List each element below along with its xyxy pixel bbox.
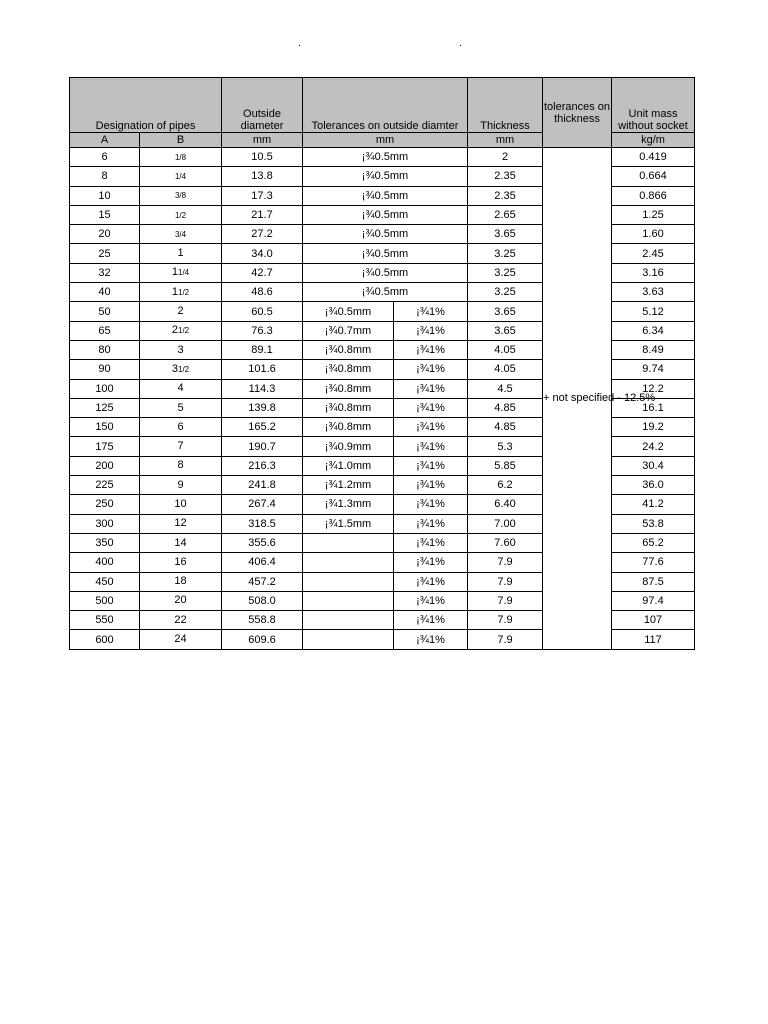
cell-thickness: 2.35 (468, 186, 543, 205)
cell-tolerance-mm: ¡¾1.5mm (303, 514, 394, 533)
cell-b-whole: 5 (177, 401, 184, 414)
cell-tolerance-percent: ¡¾1% (394, 572, 468, 591)
cell-thickness: 7.60 (468, 533, 543, 552)
cell-tolerance-percent: ¡¾1% (394, 553, 468, 572)
cell-thickness: 7.9 (468, 553, 543, 572)
cell-unit-mass: 30.4 (612, 456, 695, 475)
cell-tolerance-mm: ¡¾0.8mm (303, 398, 394, 417)
cell-thickness: 3.65 (468, 225, 543, 244)
cell-thickness: 3.25 (468, 244, 543, 263)
cell-b (140, 398, 222, 417)
table-body (70, 148, 695, 650)
cell-b-whole: 1 (177, 247, 184, 260)
cell-a: 400 (70, 553, 140, 572)
cell-tolerance-percent: ¡¾1% (394, 437, 468, 456)
cell-b (140, 283, 222, 302)
cell-a: 600 (70, 630, 140, 649)
cell-b (140, 533, 222, 552)
cell-tolerance-mm (303, 533, 394, 552)
cell-b-whole: 1 (171, 266, 178, 279)
cell-tolerance-percent: ¡¾1% (394, 418, 468, 437)
cell-tolerance-od: ¡¾0.5mm (303, 167, 468, 186)
cell-thickness: 4.05 (468, 340, 543, 359)
cell-b (140, 360, 222, 379)
cell-b-whole: 8 (177, 459, 184, 472)
cell-b-whole: 12 (174, 517, 187, 530)
cell-b-whole: 22 (174, 613, 187, 626)
cell-thickness: 3.25 (468, 283, 543, 302)
header-designation: Designation of pipes (70, 78, 222, 133)
cell-b-fraction: 1/8 (174, 152, 187, 162)
cell-outside-diameter: 267.4 (222, 495, 303, 514)
cell-b-whole: 2 (177, 305, 184, 318)
cell-tolerance-mm: ¡¾1.2mm (303, 476, 394, 495)
cell-a: 32 (70, 263, 140, 282)
cell-b-whole: 24 (174, 633, 187, 646)
cell-tolerance-percent: ¡¾1% (394, 340, 468, 359)
cell-a: 450 (70, 572, 140, 591)
header-thickness: Thickness (468, 78, 543, 133)
cell-thickness: 2 (468, 148, 543, 167)
cell-a: 80 (70, 340, 140, 359)
cell-unit-mass: 77.6 (612, 553, 695, 572)
cell-unit-mass: 107 (612, 611, 695, 630)
cell-b (140, 379, 222, 398)
header-od-unit: mm (222, 133, 303, 148)
cell-a: 125 (70, 398, 140, 417)
header-mass-unit: kg/m (612, 133, 695, 148)
cell-tolerance-percent: ¡¾1% (394, 456, 468, 475)
cell-tolerance-mm: ¡¾0.7mm (303, 321, 394, 340)
cell-tolerance-mm (303, 572, 394, 591)
cell-outside-diameter: 10.5 (222, 148, 303, 167)
cell-b-whole: 9 (177, 478, 184, 491)
cell-unit-mass: 24.2 (612, 437, 695, 456)
cell-a: 175 (70, 437, 140, 456)
cell-b (140, 167, 222, 186)
cell-unit-mass: 0.419 (612, 148, 695, 167)
cell-thickness: 7.9 (468, 591, 543, 610)
cell-a: 8 (70, 167, 140, 186)
cell-outside-diameter: 139.8 (222, 398, 303, 417)
cell-tolerance-od: ¡¾0.5mm (303, 148, 468, 167)
cell-thickness: 7.00 (468, 514, 543, 533)
cell-b-whole: 18 (174, 575, 187, 588)
cell-b (140, 553, 222, 572)
cell-tolerance-percent: ¡¾1% (394, 302, 468, 321)
cell-unit-mass: 5.12 (612, 302, 695, 321)
cell-unit-mass: 41.2 (612, 495, 695, 514)
cell-b-whole: 4 (177, 382, 184, 395)
cell-tolerance-mm (303, 591, 394, 610)
cell-unit-mass: 19.2 (612, 418, 695, 437)
cell-tolerance-od: ¡¾0.5mm (303, 205, 468, 224)
cell-b (140, 244, 222, 263)
cell-tolerance-mm: ¡¾0.5mm (303, 302, 394, 321)
cell-unit-mass: 1.60 (612, 225, 695, 244)
cell-outside-diameter: 165.2 (222, 418, 303, 437)
cell-outside-diameter: 34.0 (222, 244, 303, 263)
cell-b (140, 456, 222, 475)
cell-tolerance-percent: ¡¾1% (394, 533, 468, 552)
cell-b (140, 321, 222, 340)
cell-unit-mass: 8.49 (612, 340, 695, 359)
cell-b-fraction: 3/8 (174, 191, 187, 201)
cell-unit-mass: 87.5 (612, 572, 695, 591)
cell-outside-diameter: 42.7 (222, 263, 303, 282)
cell-outside-diameter: 60.5 (222, 302, 303, 321)
cell-tolerance-od: ¡¾0.5mm (303, 186, 468, 205)
cell-b (140, 591, 222, 610)
cell-thickness: 4.5 (468, 379, 543, 398)
cell-tolerance-mm: ¡¾0.8mm (303, 340, 394, 359)
cell-b (140, 476, 222, 495)
cell-b (140, 418, 222, 437)
header-tolerance-od: Tolerances on outside diamter (303, 78, 468, 133)
cell-a: 225 (70, 476, 140, 495)
cell-tolerance-mm: ¡¾1.3mm (303, 495, 394, 514)
cell-b-fraction: 1/2 (178, 287, 190, 297)
cell-b-fraction: 1/2 (178, 364, 190, 374)
header-b: B (140, 133, 222, 148)
cell-tolerance-od: ¡¾0.5mm (303, 244, 468, 263)
cell-unit-mass: 97.4 (612, 591, 695, 610)
cell-outside-diameter: 241.8 (222, 476, 303, 495)
cell-tolerance-percent: ¡¾1% (394, 398, 468, 417)
header-unit-mass: Unit mass without socket (612, 78, 695, 133)
cell-b-whole: 1 (171, 285, 178, 298)
cell-b (140, 514, 222, 533)
cell-thickness: 5.85 (468, 456, 543, 475)
cell-b-whole: 3 (171, 362, 178, 375)
cell-b (140, 630, 222, 649)
table-row (70, 148, 695, 167)
cell-tolerance-percent: ¡¾1% (394, 476, 468, 495)
cell-a: 150 (70, 418, 140, 437)
cell-tolerance-mm: ¡¾0.8mm (303, 418, 394, 437)
cell-thickness: 4.85 (468, 418, 543, 437)
cell-a: 90 (70, 360, 140, 379)
cell-unit-mass: 53.8 (612, 514, 695, 533)
cell-a: 200 (70, 456, 140, 475)
cell-thickness: 7.9 (468, 572, 543, 591)
cell-outside-diameter: 114.3 (222, 379, 303, 398)
cell-b-whole: 7 (177, 440, 184, 453)
cell-outside-diameter: 609.6 (222, 630, 303, 649)
cell-a: 300 (70, 514, 140, 533)
cell-b (140, 495, 222, 514)
cell-unit-mass: 6.34 (612, 321, 695, 340)
cell-a: 100 (70, 379, 140, 398)
cell-outside-diameter: 76.3 (222, 321, 303, 340)
header-tol-od-unit: mm (303, 133, 468, 148)
cell-outside-diameter: 508.0 (222, 591, 303, 610)
cell-outside-diameter: 355.6 (222, 533, 303, 552)
cell-b-whole: 10 (174, 497, 187, 510)
cell-b (140, 302, 222, 321)
cell-b-whole: 14 (174, 536, 187, 549)
cell-unit-mass: 65.2 (612, 533, 695, 552)
cell-unit-mass: 9.74 (612, 360, 695, 379)
cell-a: 15 (70, 205, 140, 224)
cell-outside-diameter: 17.3 (222, 186, 303, 205)
cell-a: 10 (70, 186, 140, 205)
cell-outside-diameter: 27.2 (222, 225, 303, 244)
cell-outside-diameter: 558.8 (222, 611, 303, 630)
cell-thickness: 2.35 (468, 167, 543, 186)
cell-b (140, 186, 222, 205)
cell-unit-mass: 117 (612, 630, 695, 649)
cell-outside-diameter: 89.1 (222, 340, 303, 359)
cell-b-fraction: 1/4 (178, 268, 190, 278)
cell-unit-mass: 3.16 (612, 263, 695, 282)
cell-tolerance-od: ¡¾0.5mm (303, 263, 468, 282)
cell-b (140, 148, 222, 167)
header-a: A (70, 133, 140, 148)
cell-b (140, 205, 222, 224)
cell-thickness: 6.2 (468, 476, 543, 495)
header-thickness-unit: mm (468, 133, 543, 148)
cell-thickness: 3.65 (468, 321, 543, 340)
cell-thickness: 2.65 (468, 205, 543, 224)
cell-b-fraction: 1/2 (178, 326, 190, 336)
cell-b-whole: 6 (177, 420, 184, 433)
cell-a: 25 (70, 244, 140, 263)
cell-unit-mass: 0.866 (612, 186, 695, 205)
cell-tolerance-mm: ¡¾1.0mm (303, 456, 394, 475)
cell-a: 20 (70, 225, 140, 244)
cell-b-fraction: 1/4 (174, 171, 187, 181)
cell-outside-diameter: 13.8 (222, 167, 303, 186)
cell-tolerance-percent: ¡¾1% (394, 611, 468, 630)
cell-tolerance-mm (303, 553, 394, 572)
cell-b-whole: 20 (174, 594, 187, 607)
cell-thickness: 3.25 (468, 263, 543, 282)
cell-tolerance-od: ¡¾0.5mm (303, 283, 468, 302)
cell-outside-diameter: 21.7 (222, 205, 303, 224)
cell-b-whole: 16 (174, 555, 187, 568)
header-outside-diameter: Outside diameter (222, 78, 303, 133)
cell-tolerance-percent: ¡¾1% (394, 321, 468, 340)
cell-b-fraction: 3/4 (174, 229, 187, 239)
cell-tolerance-mm: ¡¾0.9mm (303, 437, 394, 456)
pipe-spec-table (69, 77, 695, 650)
cell-b (140, 572, 222, 591)
cell-tolerance-percent: ¡¾1% (394, 495, 468, 514)
cell-a: 65 (70, 321, 140, 340)
cell-unit-mass: 0.664 (612, 167, 695, 186)
cell-a: 500 (70, 591, 140, 610)
cell-tolerance-od: ¡¾0.5mm (303, 225, 468, 244)
cell-b-whole: 3 (177, 343, 184, 356)
cell-unit-mass: 2.45 (612, 244, 695, 263)
cell-unit-mass: 36.0 (612, 476, 695, 495)
header-mark: . (459, 37, 463, 49)
cell-outside-diameter: 318.5 (222, 514, 303, 533)
cell-thickness: 4.85 (468, 398, 543, 417)
cell-thickness: 4.05 (468, 360, 543, 379)
cell-tolerance-percent: ¡¾1% (394, 379, 468, 398)
cell-thickness: 6.40 (468, 495, 543, 514)
cell-outside-diameter: 457.2 (222, 572, 303, 591)
cell-tolerance-thickness-note: + not specified - 12.5% (543, 148, 612, 650)
cell-outside-diameter: 190.7 (222, 437, 303, 456)
cell-tolerance-mm (303, 630, 394, 649)
header-mark: . (298, 37, 302, 49)
cell-a: 350 (70, 533, 140, 552)
cell-tolerance-percent: ¡¾1% (394, 360, 468, 379)
cell-tolerance-mm: ¡¾0.8mm (303, 360, 394, 379)
cell-a: 50 (70, 302, 140, 321)
cell-outside-diameter: 48.6 (222, 283, 303, 302)
cell-b (140, 437, 222, 456)
cell-unit-mass: 3.63 (612, 283, 695, 302)
cell-thickness: 7.9 (468, 611, 543, 630)
cell-unit-mass: 1.25 (612, 205, 695, 224)
cell-thickness: 5.3 (468, 437, 543, 456)
cell-tolerance-percent: ¡¾1% (394, 630, 468, 649)
cell-thickness: 3.65 (468, 302, 543, 321)
cell-a: 250 (70, 495, 140, 514)
cell-a: 550 (70, 611, 140, 630)
cell-b (140, 611, 222, 630)
cell-tolerance-mm (303, 611, 394, 630)
cell-b (140, 225, 222, 244)
cell-unit-mass: 16.1 (612, 398, 695, 417)
cell-tolerance-mm: ¡¾0.8mm (303, 379, 394, 398)
cell-a: 6 (70, 148, 140, 167)
cell-thickness: 7.9 (468, 630, 543, 649)
cell-a: 40 (70, 283, 140, 302)
cell-b (140, 340, 222, 359)
cell-unit-mass: 12.2 (612, 379, 695, 398)
cell-tolerance-percent: ¡¾1% (394, 591, 468, 610)
cell-outside-diameter: 216.3 (222, 456, 303, 475)
cell-b-fraction: 1/2 (174, 210, 187, 220)
cell-b-whole: 2 (171, 324, 178, 337)
cell-b (140, 263, 222, 282)
cell-outside-diameter: 406.4 (222, 553, 303, 572)
cell-outside-diameter: 101.6 (222, 360, 303, 379)
cell-tolerance-percent: ¡¾1% (394, 514, 468, 533)
header-tolerance-thickness: tolerances on thickness (543, 78, 612, 148)
